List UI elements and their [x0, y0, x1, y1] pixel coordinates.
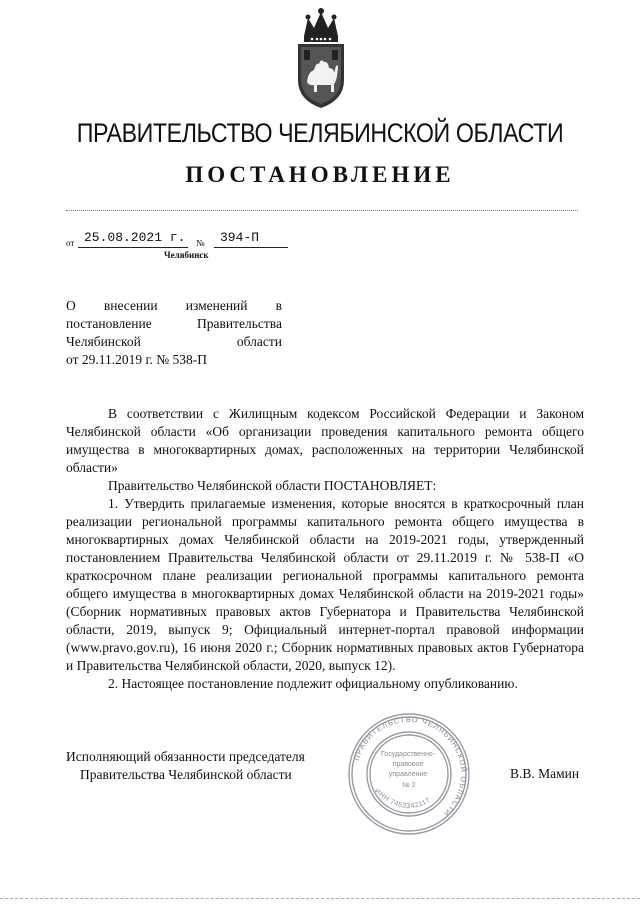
subject-line: постановление Правительства	[66, 316, 282, 331]
document-subject	[66, 297, 282, 369]
stamp-inner-line: правовое	[392, 761, 424, 768]
official-stamp-icon	[346, 712, 472, 836]
preamble-paragraph: В соответствии с Жилищным кодексом Российской Федерации и Законом Челябинской области «Об организации проведения капитального ремонта общего имущества в многоквартирных домах, расположенных на территории Челябинской области»	[66, 406, 584, 475]
date-label: от	[66, 238, 75, 248]
signatory-name: В.В. Мамин	[510, 766, 580, 781]
document-meta	[66, 230, 326, 266]
organization-title: ПРАВИТЕЛЬСТВО ЧЕЛЯБИНСКОЙ ОБЛАСТИ	[76, 118, 564, 148]
subject-line: О внесении изменений в	[66, 298, 282, 313]
subject-line: от 29.11.2019 г. № 538-П	[66, 352, 207, 367]
svg-text:Государственно- правовое	[381, 751, 437, 789]
stamp-inner-line: управление	[388, 771, 428, 778]
stamp-inner-line: № 2	[402, 782, 416, 789]
stamp-outer-text: ПРАВИТЕЛЬСТВО ЧЕЛЯБИНСКОЙ ОБЛАСТИ	[351, 714, 469, 819]
document-city: Челябинск	[164, 250, 209, 260]
signatory-position-line: Правительства Челябинской области	[80, 767, 292, 782]
coat-of-arms-icon	[290, 6, 352, 110]
page-bottom-edge	[0, 898, 640, 899]
number-label: №	[196, 238, 205, 248]
item-1-paragraph: 1. Утвердить прилагаемые изменения, которые вносятся в краткосрочный план реализации региональной программы капитального ремонта общего имущества в многоквартирных домах Челябинской области на 2019-2021 годы, утвержденный постановлением Правительства Челябинской области от 29.11.2019 г. № 538-П «О краткосрочном плане реализации региональной программы капитального ремонта общего имущества в многоквартирных домах Челябинской области на 2019-2021 годы» (Сборник нормативных правовых актов Губернатора и Правительства Челябинской области, 2019, выпуск 9; Официальный интернет-портал правовой информации (www.pravo.gov.ru), 16 июня 2020 г.; Сборник нормативных правовых актов Губернатора и Правительства Челябинской области, 2020, выпуск 12).	[66, 496, 584, 673]
resolution-heading: Правительство Челябинской области ПОСТАНОВЛЯЕТ:	[108, 478, 437, 493]
number-underline	[214, 247, 288, 248]
document-type-title: ПОСТАНОВЛЕНИЕ	[185, 162, 455, 187]
header-divider	[66, 210, 578, 211]
document-number: 394-П	[220, 230, 260, 245]
document-date: 25.08.2021 г.	[84, 230, 186, 245]
stamp-bottom-text: ИНН 7453342117	[373, 787, 432, 811]
date-underline	[78, 247, 188, 248]
signatory-position-line: Исполняющий обязанности председателя	[66, 749, 305, 764]
signatory-position	[66, 748, 366, 784]
subject-line: Челябинской области	[66, 334, 282, 349]
stamp-inner-line: Государственно-	[380, 751, 436, 758]
item-2-paragraph: 2. Настоящее постановление подлежит официальному опубликованию.	[108, 676, 518, 691]
document-body	[66, 405, 584, 693]
